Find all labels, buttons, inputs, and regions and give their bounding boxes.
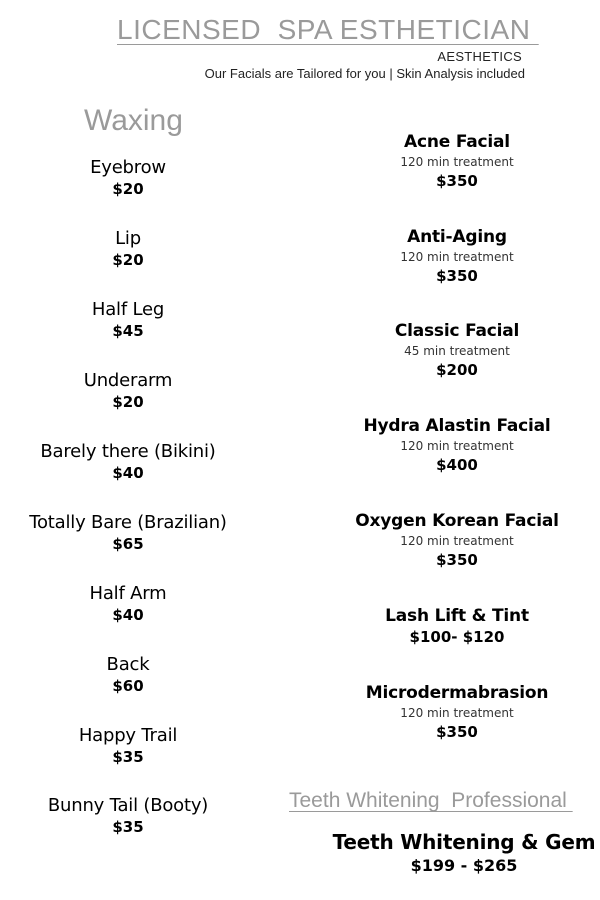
page-tagline: Our Facials are Tailored for you | Skin Analysis included: [204, 66, 525, 81]
facial-item-name: Classic Facial: [394, 321, 520, 341]
facial-item-anti-aging: [400, 226, 513, 286]
waxing-item-price: $45: [112, 322, 144, 340]
teeth-item-name: Teeth Whitening & Gem: [332, 830, 596, 854]
waxing-heading: Waxing: [84, 104, 183, 137]
facial-item-name: Microdermabrasion: [365, 683, 549, 703]
waxing-item-bikini: [40, 441, 215, 483]
facial-item-name: Lash Lift & Tint: [385, 606, 529, 626]
facial-item-price: $350: [436, 172, 478, 190]
waxing-item-price: $65: [112, 535, 144, 553]
facial-item-microdermabrasion: [366, 682, 549, 742]
waxing-item-name: Lip: [115, 228, 141, 249]
waxing-item-eyebrow: [90, 157, 166, 199]
waxing-item-lip: [112, 228, 143, 270]
teeth-heading: Teeth Whitening Professional: [289, 789, 573, 812]
waxing-item-price: $40: [112, 464, 144, 482]
facial-item-name: Acne Facial: [404, 132, 510, 152]
waxing-item-name: Half Arm: [89, 583, 167, 604]
waxing-item-underarm: [84, 370, 173, 412]
facial-item-duration: 120 min treatment: [400, 534, 514, 548]
facial-item-price: $200: [436, 361, 478, 379]
waxing-item-price: $20: [112, 393, 144, 411]
waxing-item-price: $20: [112, 180, 144, 198]
facial-item-hydra-alastin: [363, 415, 550, 475]
waxing-item-name: Barely there (Bikini): [40, 441, 216, 462]
facial-item-name: Anti-Aging: [407, 227, 507, 247]
facial-item-duration: 120 min treatment: [400, 439, 514, 453]
waxing-item-price: $60: [112, 677, 144, 695]
waxing-item-brazilian: [29, 512, 227, 554]
facial-item-acne: [400, 131, 513, 191]
page-title: LICENSED SPA ESTHETICIAN: [117, 14, 539, 45]
waxing-item-half-arm: [90, 583, 167, 625]
page-subtitle: AESTHETICS: [437, 49, 522, 64]
waxing-item-name: Back: [106, 654, 150, 675]
waxing-item-half-leg: [92, 299, 164, 341]
facial-item-lash-lift: [385, 605, 529, 647]
waxing-item-name: Totally Bare (Brazilian): [29, 512, 227, 533]
facial-item-name: Oxygen Korean Facial: [355, 511, 559, 531]
waxing-item-name: Underarm: [83, 370, 173, 391]
facial-item-duration: 45 min treatment: [404, 344, 510, 358]
facial-item-price: $350: [436, 723, 478, 741]
teeth-item: [333, 829, 596, 877]
facial-item-price: $350: [436, 551, 478, 569]
waxing-item-back: [107, 654, 150, 696]
waxing-item-price: $35: [112, 818, 144, 836]
facial-item-oxygen-korean: [355, 510, 558, 570]
facial-item-duration: 120 min treatment: [400, 706, 514, 720]
facial-item-duration: 120 min treatment: [400, 155, 514, 169]
facial-item-price: $350: [436, 267, 478, 285]
waxing-item-price: $20: [112, 251, 144, 269]
waxing-item-price: $35: [112, 748, 144, 766]
facial-item-price: $400: [436, 456, 478, 474]
waxing-item-price: $40: [112, 606, 144, 624]
waxing-item-happy-trail: [79, 725, 177, 767]
waxing-item-name: Eyebrow: [90, 157, 166, 178]
waxing-item-name: Bunny Tail (Booty): [47, 795, 209, 816]
waxing-item-name: Happy Trail: [78, 725, 178, 746]
waxing-item-bunny-tail: [48, 795, 208, 837]
waxing-item-name: Half Leg: [91, 299, 165, 320]
facial-item-duration: 120 min treatment: [400, 250, 514, 264]
facial-item-classic: [395, 320, 519, 380]
teeth-item-price: $199 - $265: [410, 856, 518, 875]
facial-item-name: Hydra Alastin Facial: [363, 416, 551, 436]
facial-item-price: $100- $120: [409, 628, 505, 646]
